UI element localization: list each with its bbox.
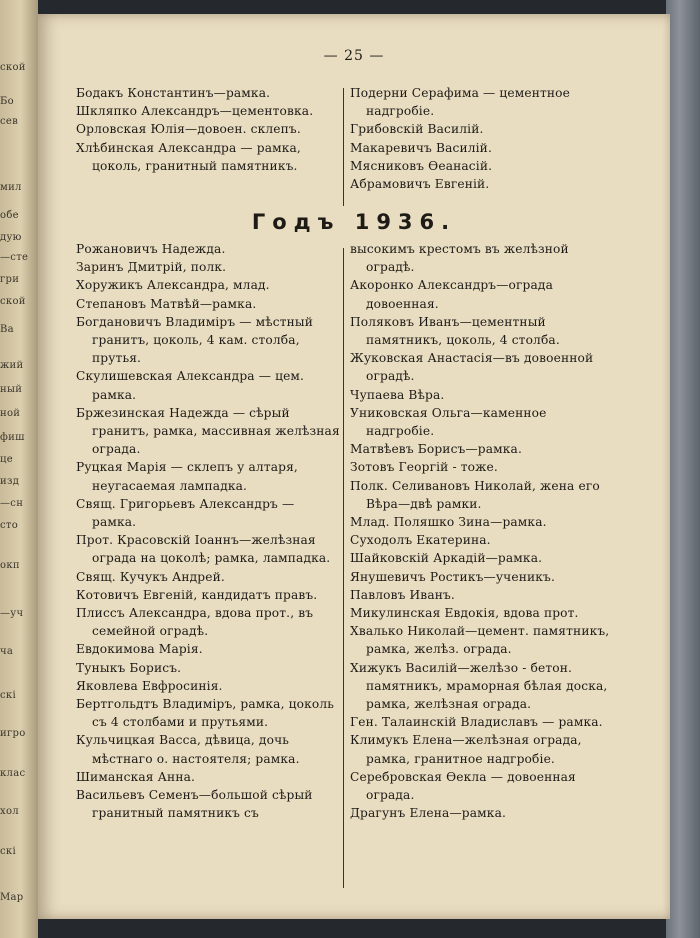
- prev-page-fragment: игро: [0, 728, 26, 739]
- list-item: Серебровская Ѳекла — довоенная ограда.: [350, 769, 576, 803]
- list-item: Скулишевская Александра — цем. рамка.: [76, 369, 305, 402]
- prev-page-fragment: Бо: [0, 96, 14, 107]
- list-item: Униковская Ольга—каменное надгробіе.: [350, 405, 547, 439]
- list-item: Павловъ Иванъ.: [350, 587, 455, 602]
- prev-page-fragment: фиш: [0, 432, 25, 443]
- list-item: Свящ. Григорьевъ Александръ — рамка.: [76, 496, 295, 530]
- book-cover-edge: [666, 0, 700, 938]
- page-body: [38, 14, 670, 919]
- list-item: Хлѣбинская Александра — рамка, цоколь, гранитный памятникъ.: [76, 140, 301, 173]
- list-item: Климукъ Елена—желѣзная ограда, рамка, гранитное надгробіе.: [350, 733, 582, 766]
- prev-page-fragment: сто: [0, 520, 19, 531]
- list-item: Грибовскій Василій.: [350, 122, 484, 137]
- prev-page-fragment: скі: [0, 690, 16, 701]
- list-item: Ген. Талаинскій Владиславъ — рамка.: [350, 715, 603, 730]
- list-item: Хижукъ Василій—желѣзо - бетон. памятникъ, мраморная бѣлая доска, рамка, желѣзная ограда.: [350, 660, 608, 712]
- list-item: Прот. Красовскій Іоаннъ—желѣзная ограда на цоколѣ; рамка, лампадка.: [76, 533, 331, 566]
- prev-page-fragment: ной: [0, 408, 21, 419]
- prev-page-fragment: клас: [0, 768, 26, 779]
- list-item: Шкляпко Александръ—цементовка.: [76, 104, 314, 119]
- prev-page-fragment: ный: [0, 384, 23, 395]
- list-item: Абрамовичъ Евгеній.: [350, 177, 490, 192]
- prev-page-fragment: жий: [0, 360, 24, 371]
- column-divider: [343, 248, 344, 888]
- previous-page-edge: [0, 0, 38, 938]
- prev-page-fragment: Мар: [0, 892, 24, 903]
- list-item: Бржезинская Надежда — сѣрый гранитъ, рамка, массивная желѣзная ограда.: [76, 405, 340, 457]
- prev-page-fragment: хол: [0, 806, 19, 817]
- prev-page-fragment: —сн: [0, 498, 24, 509]
- list-item: Хвалько Николай—цемент. памятникъ, рамка, желѣз. ограда.: [350, 624, 610, 657]
- list-item: Бодакъ Константинъ—рамка.: [76, 86, 271, 100]
- list-item: Драгунъ Елена—рамка.: [350, 806, 507, 821]
- list-item: Бертгольдтъ Владиміръ, рамка, цоколь съ 4 столбами и прутьями.: [76, 697, 335, 730]
- column-divider: [343, 88, 344, 206]
- top-left-column: [76, 84, 340, 175]
- prev-page-fragment: —сте: [0, 252, 29, 263]
- prev-page-fragment: ской: [0, 62, 26, 73]
- list-item: Млад. Поляшко Зина—рамка.: [350, 515, 547, 530]
- list-item: Рожановичъ Надежда.: [76, 242, 226, 256]
- list-item: Евдокимова Марія.: [76, 642, 203, 657]
- list-item: Плиссъ Александра, вдова прот., въ семейной оградѣ.: [76, 606, 314, 639]
- list-item: Подерни Серафима — цементное надгробіе.: [350, 86, 571, 119]
- list-item: Янушевичъ Ростикъ—ученикъ.: [350, 569, 555, 584]
- list-item: Яковлева Евфросинія.: [76, 678, 223, 693]
- list-item: Степановъ Матвѣй—рамка.: [76, 296, 257, 311]
- list-item: Кульчицкая Васса, дѣвица, дочь мѣстнаго о. настоятеля; рамка.: [76, 733, 300, 766]
- prev-page-fragment: скі: [0, 846, 16, 857]
- prev-page-fragment: —уч: [0, 608, 24, 619]
- prev-page-fragment: обе: [0, 210, 19, 221]
- list-item: Котовичъ Евгеній, кандидатъ правъ.: [76, 587, 318, 602]
- list-item: Матвѣевъ Борисъ—рамка.: [350, 442, 522, 457]
- list-item: Свящ. Кучукъ Андрей.: [76, 569, 225, 584]
- list-item: Мясниковъ Ѳеанасій.: [350, 158, 493, 173]
- right-column: [350, 240, 612, 823]
- list-item: Микулинская Евдокія, вдова прот.: [350, 606, 579, 621]
- list-item: Чупаева Вѣра.: [350, 387, 445, 402]
- list-item: Суходолъ Екатерина.: [350, 533, 491, 548]
- list-item: Шайковскій Аркадій—рамка.: [350, 551, 543, 566]
- prev-page-fragment: изд: [0, 476, 20, 487]
- list-item: Руцкая Марія — склепъ у алтаря, неугасаемая лампадка.: [76, 460, 298, 493]
- list-item: высокимъ крестомъ въ желѣзной оградѣ.: [350, 242, 569, 275]
- list-item: Зотовъ Георгій - тоже.: [350, 460, 498, 475]
- prev-page-fragment: мил: [0, 182, 22, 193]
- list-item: Богдановичъ Владиміръ — мѣстный гранитъ, цоколь, 4 кам. столба, прутья.: [76, 314, 314, 366]
- list-item: Поляковъ Иванъ—цементный памятникъ, цоколь, 4 столба.: [350, 314, 560, 348]
- prev-page-fragment: ской: [0, 296, 26, 307]
- list-item: Заринъ Дмитрій, полк.: [76, 260, 227, 275]
- list-item: Васильевъ Семенъ—большой сѣрый гранитный памятникъ съ: [76, 788, 313, 821]
- list-item: Туныкъ Борисъ.: [76, 660, 182, 675]
- left-column: [76, 240, 340, 823]
- list-item: Полк. Селивановъ Николай, жена его Вѣра—двѣ рамки.: [350, 478, 600, 511]
- prev-page-fragment: ча: [0, 646, 14, 657]
- list-item: Шиманская Анна.: [76, 769, 196, 784]
- document-page: [38, 14, 670, 919]
- prev-page-fragment: сев: [0, 116, 19, 127]
- page-number: — 25 —: [323, 48, 385, 64]
- prev-page-fragment: гри: [0, 274, 20, 285]
- top-right-column: [350, 84, 612, 193]
- year-heading: Годъ 1936.: [251, 210, 457, 234]
- list-item: Хоружикъ Александра, млад.: [76, 278, 270, 293]
- prev-page-fragment: окп: [0, 560, 20, 571]
- list-item: Акоронко Александръ—ограда довоенная.: [350, 278, 554, 311]
- prev-page-fragment: це: [0, 454, 13, 465]
- list-item: Жуковская Анастасія—въ довоенной оградѣ.: [350, 351, 594, 384]
- prev-page-fragment: дую: [0, 232, 22, 243]
- list-item: Орловская Юлія—довоен. склепъ.: [76, 122, 301, 137]
- prev-page-fragment: Ва: [0, 324, 14, 335]
- list-item: Макаревичъ Василій.: [350, 140, 492, 155]
